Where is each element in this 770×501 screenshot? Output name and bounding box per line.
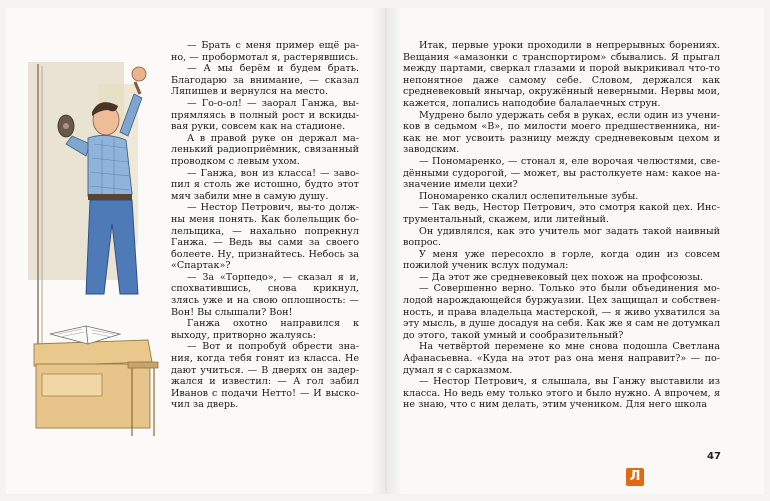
paragraph: — Брать с меня пример ещё рано, — пробормотал я, растерявшись.: [171, 40, 359, 63]
page-number: 47: [707, 451, 721, 462]
paragraph: Ганжа охотно направился к выходу, притворно жалуясь:: [171, 318, 359, 341]
paragraph: На четвёртой перемене ко мне снова подошла Светлана Афанасьевна. «Куда на этот раз она меня направит?» — подумал я с сарказмом.: [403, 341, 720, 376]
book-gutter: [370, 8, 402, 494]
left-text-column: [171, 40, 359, 411]
paragraph: Пономаренко скалил ослепительные зубы.: [419, 190, 639, 202]
paragraph: — Совершенно верно. Только это были объединения молодой нарождающейся буржуазии. Цех защищал и собственность, и права владельца мастерской, — я живо ухватился за эту мысль, в душе досадуя на себя. Как же я сам не дотумкал до этого, такой умный и сообразительный?: [403, 283, 720, 341]
paragraph: — Нестор Петрович, я слышала, вы Ганжу выставили из класса. Но ведь ему только этого и было нужно. А впрочем, я не знаю, что с ним делать, этим учеником. Для него школа: [403, 376, 720, 411]
paragraph: Итак, первые уроки проходили в непрерывных борениях. Вещания «амазонки с транспортиром» сбывались. Я прыгал между партами, сверкал глазами и порой выкрикивал что-то непонятное даже самому себе. Словом, держался как средневековый янычар, окружённый неверными. Нервы мои, кажется, лопались наподобие балалаечных струн.: [403, 40, 720, 109]
paragraph: Мудрено было удержать себя в руках, если один из учеников в седьмом «В», по милости моего предшественника, никак не мог усвоить разницу между средневековым цехом и заводским.: [403, 109, 720, 156]
paragraph: У меня уже пересохло в горле, когда один из совсем пожилой ученик вслух подумал:: [403, 248, 720, 272]
illustration-boy-cheering: [28, 44, 168, 444]
paragraph: — Пономаренко, — стонал я, еле ворочая челюстями, сведёнными судорогой, — может, вы растолкуете нам: какое назначение имели цехи?: [403, 155, 720, 191]
paragraph: — Да этот же средневековый цех похож на профсоюзы.: [419, 271, 704, 283]
paragraph: — Нестор Петрович, вы-то должны меня понять. Как болельщик болельщика, — нахально попрекнул Ганжа. — Ведь вы сами за своего болеете. Ну, признайтесь. Небось за «Спартак»?: [171, 202, 359, 272]
paragraph: Он удивлялся, как это учитель мог задать такой наивный вопрос.: [403, 225, 720, 249]
paragraph: — Так ведь, Нестор Петрович, это смотря какой цех. Инструментальный, скажем, или литейный.: [403, 202, 720, 225]
right-text-column: [403, 40, 720, 411]
paragraph: — Го-о-ол! — заорал Ганжа, выпрямляясь в полный рост и вскидывая руки, совсем как на стадионе.: [171, 97, 359, 133]
paragraph: — А мы берём и будем брать. Благодарю за внимание, — сказал Ляпишев и вернулся на место.: [171, 63, 359, 98]
paragraph: А в правой руке он держал маленький радиоприёмник, связанный проводком с левым ухом.: [171, 132, 359, 167]
paragraph: — За «Торпедо», — сказал я и, спохватившись, снова крикнул, злясь уже и на свою оплошность: — Вон! Вы слышали? Вон!: [171, 271, 359, 318]
publisher-logo-icon: Л: [626, 468, 644, 486]
paragraph: — Вот и попробуй обрести знания, когда тебя гонят из класса. Не дают учиться. — В дверях он задержался и известил: — А гол забил Иванов с подачи Нетто! — И выскочил за дверь.: [171, 341, 359, 411]
paragraph: — Ганжа, вон из класса! — завопил я столь же истошно, будто этот мяч забили мне в самую душу.: [171, 167, 359, 202]
